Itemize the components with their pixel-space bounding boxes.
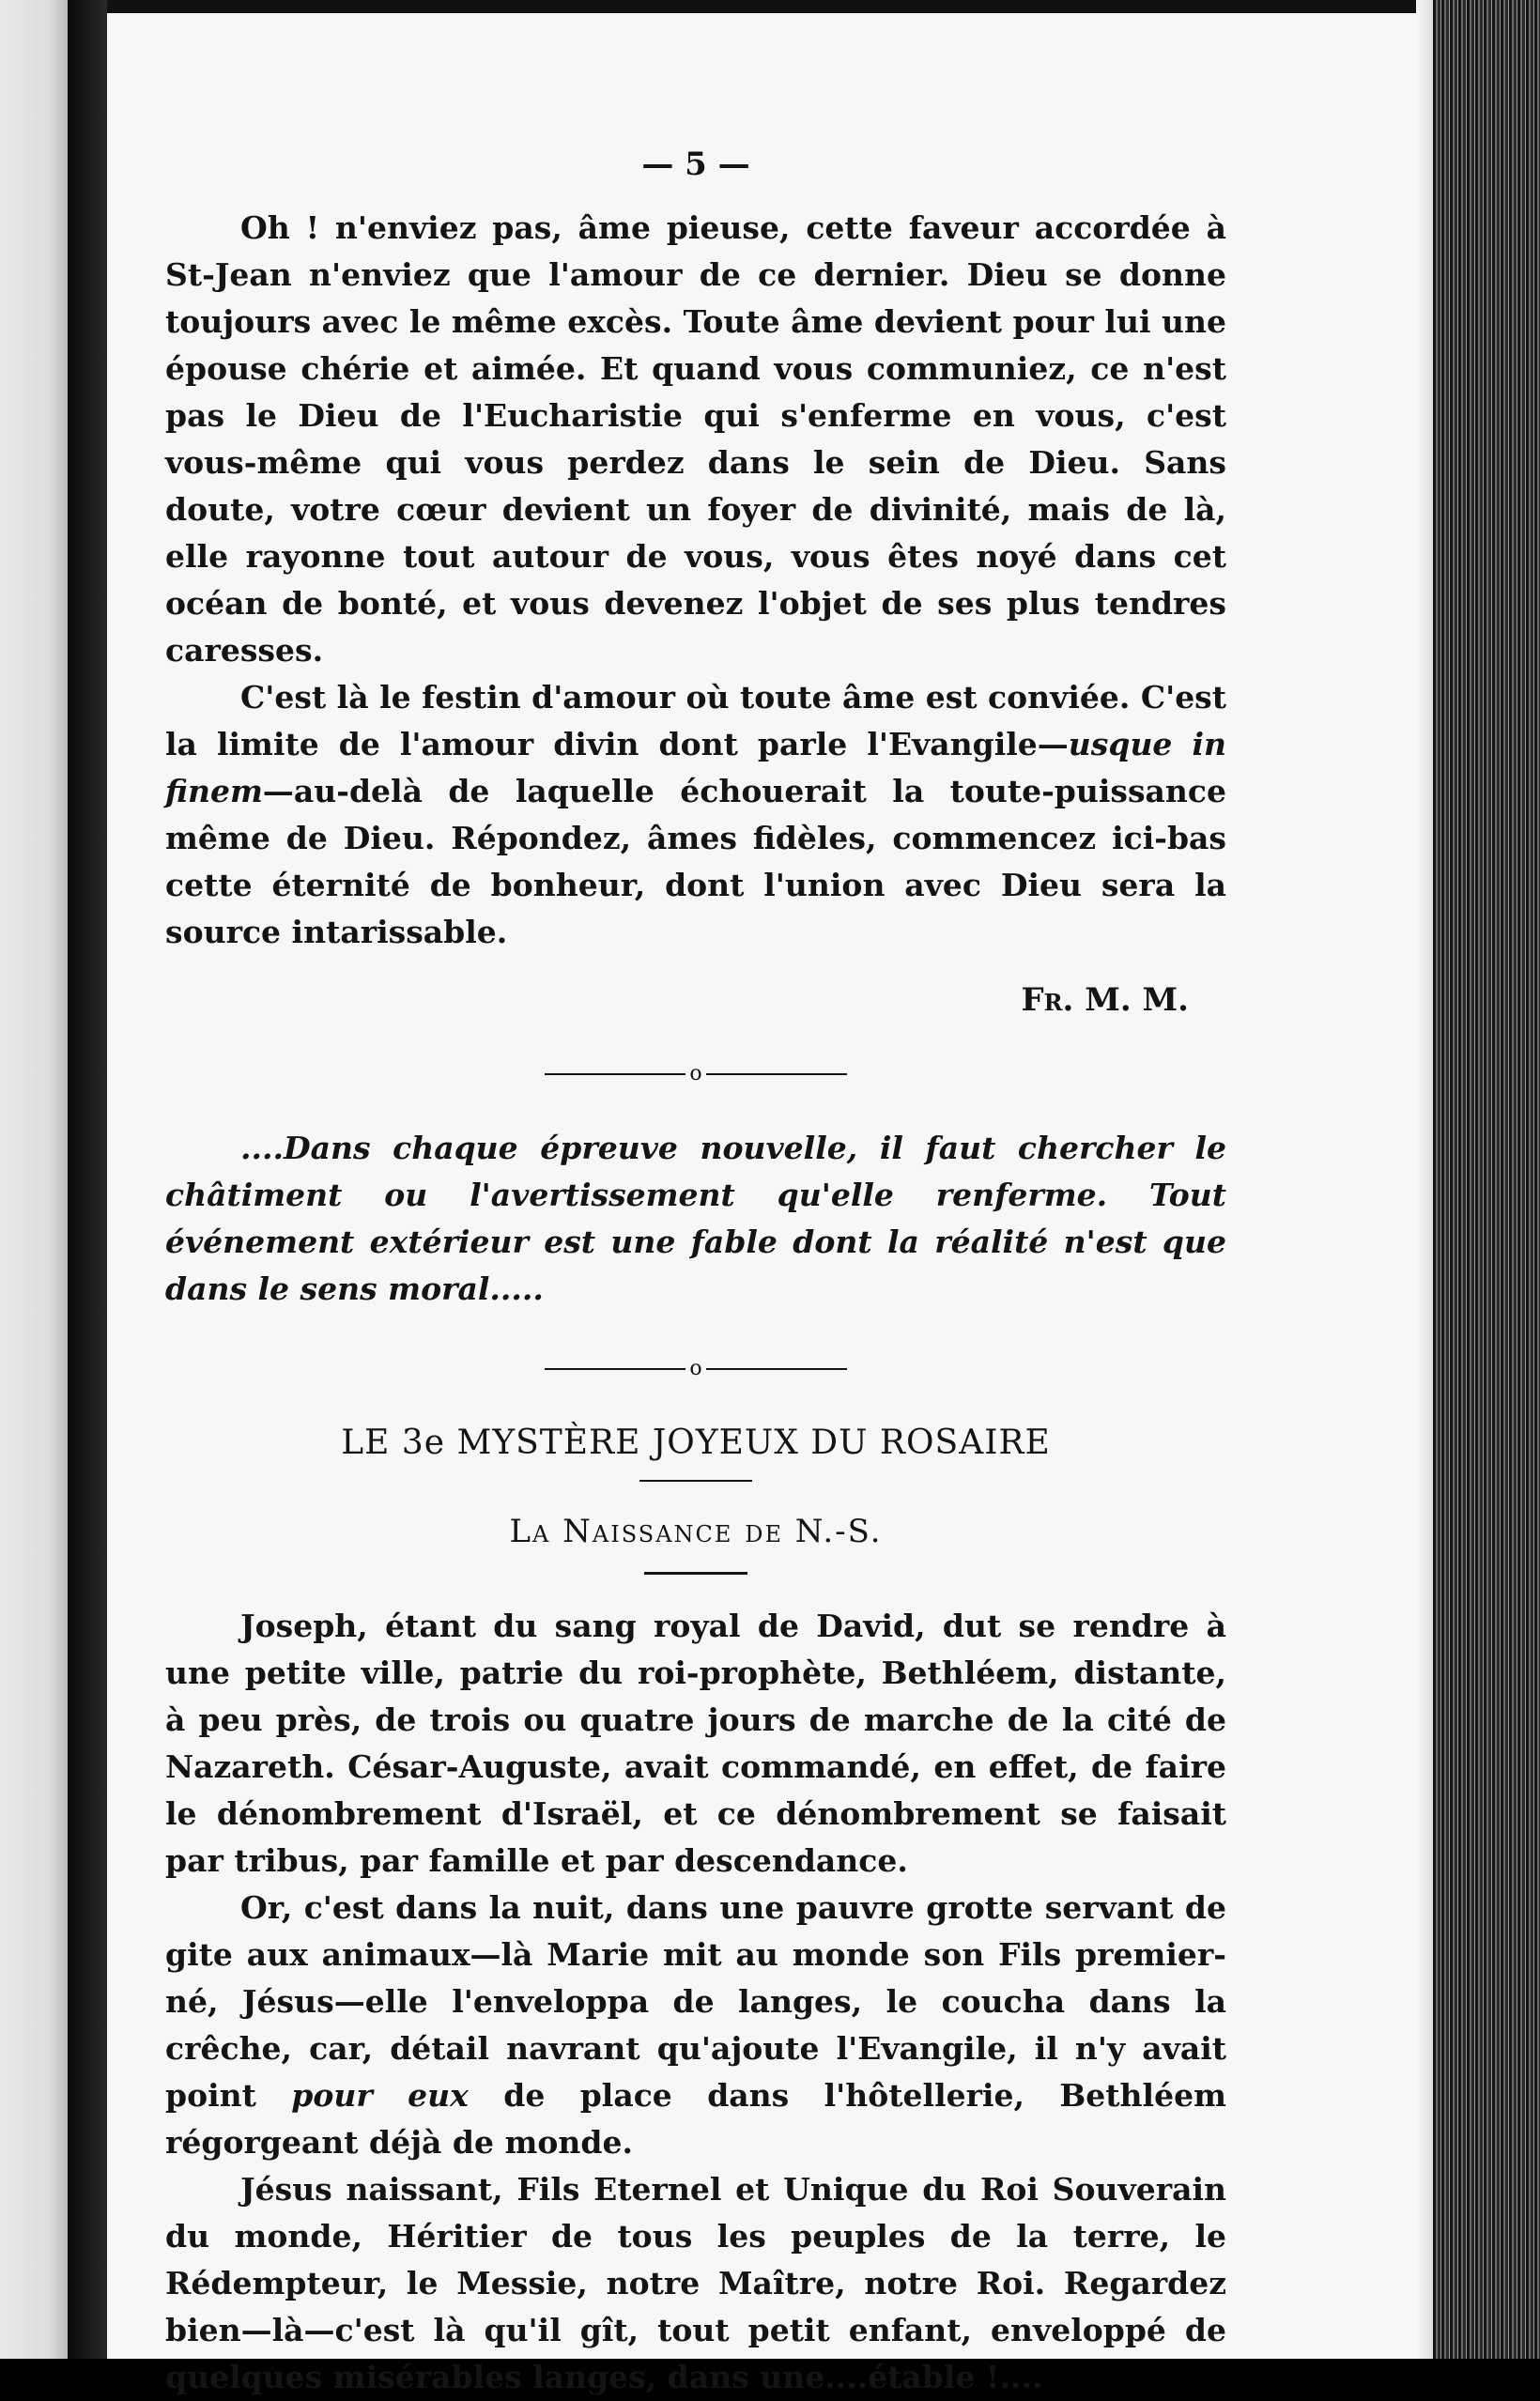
divider-mark: o [689,1062,702,1085]
divider-line-right [706,1073,847,1075]
intro-paragraph-2-text-before: C'est là le festin d'amour où toute âme est conviée. C'est la limite de l'amour divin dont parle l'Evangile— [165,679,1227,762]
intro-paragraph-2-latin-phrase: usque in finem [165,726,1226,809]
italic-maxim: ....Dans chaque épreuve nouvelle, il faut chercher le châtiment ou l'avertissement qu'elle renferme. Tout événement extérieur est une fable dont la réalité n'est que dans le sens moral..... [165,1130,1226,1307]
page-content [165,141,1226,2401]
section-divider-2 [165,1350,1226,1388]
title-rule [639,1480,752,1482]
book-spine-shadow [68,0,107,2359]
intro-paragraph-1: Oh ! n'enviez pas, âme pieuse, cette faveur accordée à St-Jean n'enviez que l'amour de ce dernier. Dieu se donne toujours avec le même excès. Toute âme devient pour lui une épouse chérie et aimée. Et quand vous communiez, ce n'est pas le Dieu de l'Eucharistie qui s'enferme en vous, c'est vous-même qui vous perdez dans le sein de Dieu. Sans doute, votre cœur devient un foyer de divinité, mais de là, elle rayonne tout autour de vous, vous êtes noyé dans cet océan de bonté, et vous devenez l'objet de ses plus tendres caresses. [165,209,1226,669]
section-paragraph-2 [165,1885,1226,2166]
page-number: — 5 — [641,146,750,183]
author-signature: Fr. M. M. [1021,981,1189,1019]
section-paragraph-2-text-after: de place dans l'hôtellerie, Bethléem régorgeant déjà de monde. [165,2077,1226,2161]
intro-paragraph-2 [165,674,1226,956]
section-paragraph-3: Jésus naissant, Fils Eternel et Unique du Roi Souverain du monde, Héritier de tous les peuples de la terre, le Rédempteur, le Messie, notre Maître, notre Roi. Regardez bien—là—c'est là qu'il gît, tout petit enfant, enveloppé de quelques misérables langes, dans une....étable !.... [165,2171,1226,2395]
page-stack-edge [1433,0,1540,2359]
scan-top-edge [0,0,1540,13]
section-paragraph-1: Joseph, étant du sang royal de David, dut se rendre à une petite ville, patrie du roi-prophète, Bethléem, distante, à peu près, de trois ou quatre jours de marche de la cité de Nazareth. César-Auguste, avait commandé, en effet, de faire le dénombrement d'Israël, et ce dénombrement se faisait par tribus, par famille et par descendance. [165,1608,1226,1879]
section-divider-1 [165,1055,1226,1093]
section-paragraph-2-text-before: Or, c'est dans la nuit, dans une pauvre grotte servant de gite aux animaux—là Marie mit au monde son Fils premier-né, Jésus—elle l'enveloppa de langes, le coucha dans la crêche, car, détail navrant qu'ajoute l'Evangile, il n'y avait point [165,1889,1226,2114]
subtitle-rule [644,1572,747,1575]
section-title: LE 3e MYSTÈRE JOYEUX DU ROSAIRE [341,1424,1051,1462]
previous-page-edge [0,0,68,2359]
divider-mark: o [689,1357,702,1380]
section-body [165,1603,1226,2401]
section-paragraph-2-italic-phrase: pour eux [291,2077,469,2114]
section-subtitle: La Naissance de N.-S. [509,1513,883,1550]
divider-line-right [706,1368,847,1370]
divider-line-left [545,1368,685,1370]
divider-line-left [545,1073,685,1075]
intro-paragraph-2-text-after: —au-delà de laquelle échouerait la toute-puissance même de Dieu. Répondez, âmes fidèles, commencez ici-bas cette éternité de bonheur, dont l'union avec Dieu sera la source intarissable. [165,773,1226,950]
